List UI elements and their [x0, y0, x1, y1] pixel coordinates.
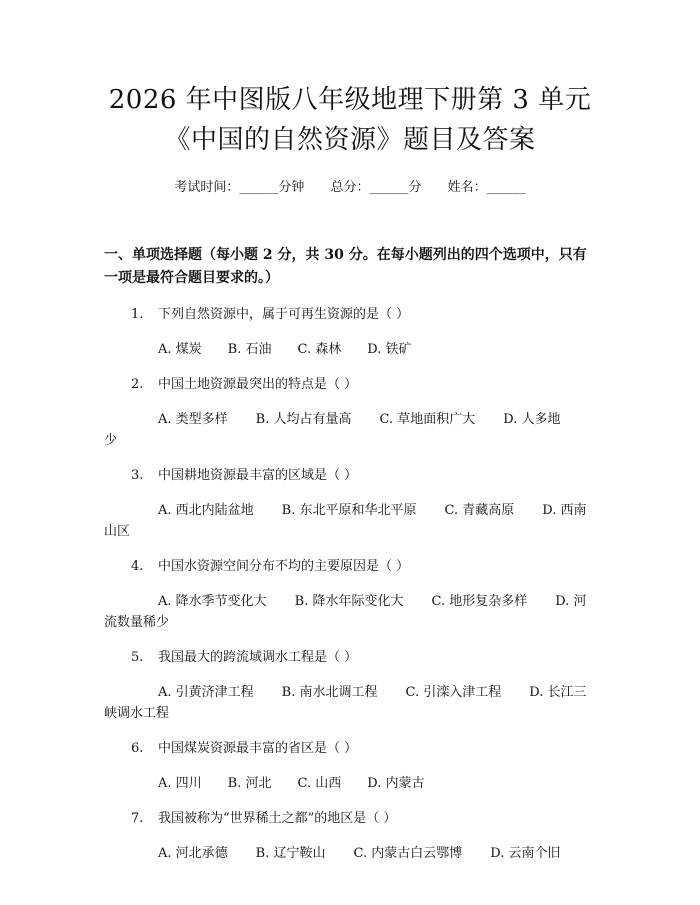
question-4 — [104, 557, 596, 577]
exam-score: 总分：______分 — [330, 180, 422, 195]
option-d: D. 内蒙古 — [367, 776, 425, 791]
question-list — [104, 305, 596, 864]
option-c: C. 青藏高原 — [444, 503, 515, 518]
option-a: A. 煤炭 — [158, 342, 202, 357]
option-d: D. 云南个旧 — [490, 846, 561, 861]
question-number: 5. — [131, 650, 144, 665]
option-a: A. 西北内陆盆地 — [158, 503, 254, 518]
question-text: 中国耕地资源最丰富的区域是（ ） — [158, 468, 358, 483]
option-d: D. 西南山区 — [104, 503, 587, 539]
option-c: C. 山西 — [297, 776, 342, 791]
option-b: B. 河北 — [227, 776, 272, 791]
option-c: C. 草地面积广大 — [379, 412, 476, 427]
question-5 — [104, 648, 596, 668]
question-6 — [104, 739, 596, 759]
options-3 — [104, 500, 596, 542]
option-b: B. 辽宁鞍山 — [255, 846, 326, 861]
question-text: 下列自然资源中，属于可再生资源的是（ ） — [158, 307, 410, 322]
question-number: 3. — [131, 468, 144, 483]
question-number: 1. — [131, 307, 144, 322]
exam-meta — [104, 178, 596, 198]
option-a: A. 类型多样 — [158, 412, 228, 427]
question-number: 6. — [131, 741, 144, 756]
section-heading: 一、单项选择题（每小题 2 分，共 30 分。在每小题列出的四个选项中，只有一项是最符合题目要求的。） — [104, 247, 587, 286]
option-d: D. 铁矿 — [367, 342, 412, 357]
option-d: D. 长江三峡调水工程 — [104, 685, 587, 721]
option-b: B. 降水年际变化大 — [294, 594, 404, 609]
option-c: C. 森林 — [297, 342, 342, 357]
options-4 — [104, 591, 596, 633]
document-title: 2026 年中图版八年级地理下册第 3 单元《中国的自然资源》题目及答案 — [108, 85, 592, 155]
option-a: A. 引黄济津工程 — [158, 685, 254, 700]
options-7 — [104, 843, 596, 864]
option-d: D. 河流数量稀少 — [104, 594, 587, 630]
question-text: 中国煤炭资源最丰富的省区是（ ） — [158, 741, 358, 756]
question-text: 中国水资源空间分布不均的主要原因是（ ） — [158, 559, 410, 574]
options-6 — [104, 773, 596, 794]
question-number: 4. — [131, 559, 144, 574]
options-1 — [104, 339, 596, 360]
option-b: B. 人均占有量高 — [255, 412, 352, 427]
option-b: B. 南水北调工程 — [281, 685, 378, 700]
question-number: 7. — [131, 811, 144, 826]
option-c: C. 引滦入津工程 — [405, 685, 502, 700]
option-a: A. 四川 — [158, 776, 202, 791]
question-2 — [104, 375, 596, 395]
exam-time: 考试时间：______分钟 — [174, 180, 305, 195]
question-7 — [104, 809, 596, 829]
option-b: B. 石油 — [227, 342, 272, 357]
option-b: B. 东北平原和华北平原 — [281, 503, 417, 518]
question-text: 我国最大的跨流域调水工程是（ ） — [158, 650, 358, 665]
option-a: A. 河北承德 — [158, 846, 228, 861]
student-name: 姓名：______ — [447, 180, 526, 195]
option-c: C. 内蒙古白云鄂博 — [353, 846, 463, 861]
option-d: D. 人多地少 — [104, 412, 561, 448]
options-2 — [104, 409, 596, 451]
question-3 — [104, 466, 596, 486]
option-c: C. 地形复杂多样 — [431, 594, 528, 609]
options-5 — [104, 682, 596, 724]
question-number: 2. — [131, 377, 144, 392]
question-1 — [104, 305, 596, 325]
option-a: A. 降水季节变化大 — [158, 594, 267, 609]
question-text: 我国被称为“世界稀土之都”的地区是（ ） — [158, 811, 397, 826]
question-text: 中国土地资源最突出的特点是（ ） — [158, 377, 358, 392]
